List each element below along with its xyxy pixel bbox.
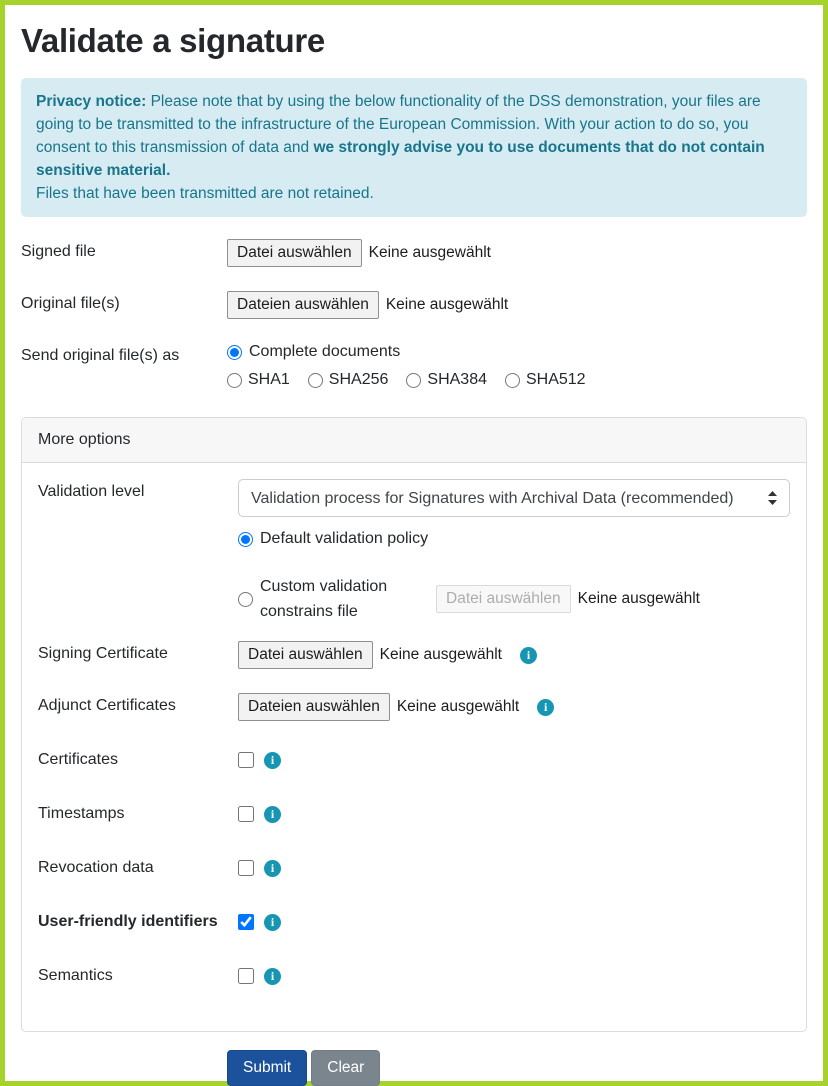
adjunct-certificates-input[interactable]: Dateien auswählen [238,693,390,721]
page-content [5,22,823,1086]
adjunct-certificates-row [38,693,790,721]
custom-constraints-file-status: Keine ausgewählt [577,590,700,607]
send-original-label: Send original file(s) as [21,347,180,364]
radio-sha512[interactable] [505,371,586,389]
more-options-header: More options [22,418,806,463]
checkbox-row-revocation-data [38,859,790,877]
sha1-radio[interactable] [227,373,242,388]
adjunct-certificates-label: Adjunct Certificates [38,697,176,714]
revocation-data-label: Revocation data [38,859,154,876]
hash-options [227,371,604,389]
radio-sha1[interactable] [227,371,290,389]
info-icon[interactable]: i [264,860,281,877]
checkbox-row-certificates [38,751,790,769]
info-icon[interactable]: i [264,752,281,769]
original-files-row [21,291,807,319]
signed-file-input[interactable]: Datei auswählen [227,239,362,267]
clear-button[interactable]: Clear [311,1050,380,1086]
send-original-row [21,343,807,389]
signed-file-label: Signed file [21,243,96,260]
validation-level-row [38,479,790,517]
privacy-notice-body: Please note that by using the below functionality of the DSS demonstration, your files are going to be transmitted to the infrastructure of the European Commission. With your action to do so, you consent to this transmission of data and [36,93,761,156]
page-title: Validate a signature [21,22,325,59]
signing-certificate-row [38,641,790,669]
sha384-radio[interactable] [406,373,421,388]
signed-file-status: Keine ausgewählt [368,244,491,261]
default-policy-radio[interactable] [238,532,253,547]
signed-file-row [21,239,807,267]
sha256-label: SHA256 [328,371,389,388]
complete-documents-radio[interactable] [227,345,242,360]
info-icon[interactable]: i [520,647,537,664]
certificates-label: Certificates [38,751,119,768]
sha256-radio[interactable] [308,373,323,388]
info-icon[interactable]: i [264,914,281,931]
checkbox-row-semantics [38,967,790,985]
semantics-checkbox[interactable] [238,968,254,984]
validation-level-label: Validation level [38,483,145,500]
original-files-label: Original file(s) [21,295,120,312]
custom-policy-radio[interactable] [238,592,253,607]
radio-complete-documents[interactable] [227,343,604,361]
info-icon[interactable]: i [537,699,554,716]
certificates-checkbox[interactable] [238,752,254,768]
user-friendly-identifiers-checkbox[interactable] [238,914,254,930]
sha384-label: SHA384 [427,371,487,388]
user-friendly-identifiers-label: User-friendly identifiers [38,913,218,930]
info-icon[interactable]: i [264,806,281,823]
form-actions [227,1050,807,1086]
revocation-data-checkbox[interactable] [238,860,254,876]
signing-certificate-input[interactable]: Datei auswählen [238,641,373,669]
sha1-label: SHA1 [248,371,290,388]
signing-certificate-label: Signing Certificate [38,645,168,662]
default-policy-label: Default validation policy [260,530,429,547]
privacy-notice-footer: Files that have been transmitted are not retained. [36,185,374,202]
validation-level-select[interactable] [238,479,790,517]
more-options-card [21,417,807,1032]
original-files-input[interactable]: Dateien auswählen [227,291,379,319]
semantics-label: Semantics [38,967,113,984]
complete-documents-label: Complete documents [249,343,401,360]
privacy-notice [21,78,807,217]
adjunct-certificates-status: Keine ausgewählt [396,698,520,715]
privacy-notice-label: Privacy notice: [36,93,147,110]
signing-certificate-status: Keine ausgewählt [379,646,502,663]
timestamps-checkbox[interactable] [238,806,254,822]
submit-button[interactable]: Submit [227,1050,307,1086]
custom-constraints-file-input[interactable]: Datei auswählen [436,585,571,613]
sha512-radio[interactable] [505,373,520,388]
timestamps-label: Timestamps [38,805,125,822]
privacy-notice-bold: we strongly advise you to use documents that do not contain sensitive material. [36,139,765,179]
radio-default-policy[interactable] [238,530,790,548]
checkbox-row-user-friendly-identifiers [38,913,790,931]
info-icon[interactable]: i [264,968,281,985]
custom-policy-row [238,574,790,624]
radio-sha256[interactable] [308,371,389,389]
sha512-label: SHA512 [525,371,586,388]
original-files-status: Keine ausgewählt [385,296,509,313]
checkbox-row-timestamps [38,805,790,823]
radio-sha384[interactable] [406,371,487,389]
custom-policy-label: Custom validation constrains file [260,578,388,620]
